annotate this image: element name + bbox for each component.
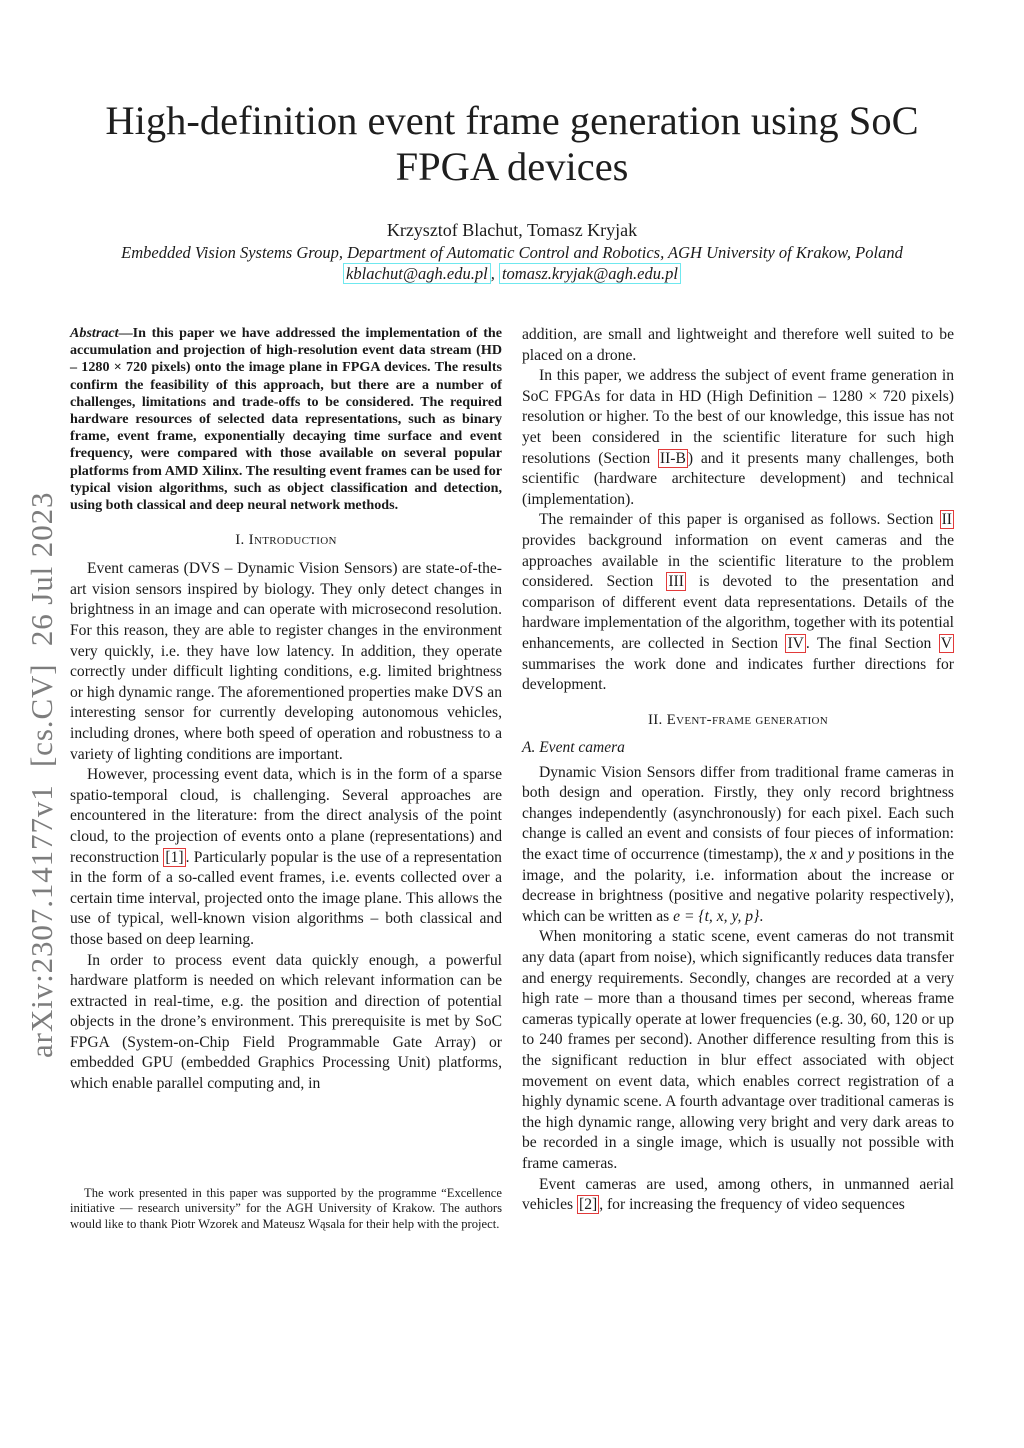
intro-p2-text-b: . Particularly popular is the use of a representation in the form of a so-called event frames, i.e. events collected over a certain time interval, projected onto the image plane. This allows the use of typical, well-known vision algorithms – both classical and those based on deep learning.: [70, 848, 502, 948]
section-link-III[interactable]: III: [668, 573, 684, 591]
intro-p4-text-a: In this paper, we address the subject of event frame generation in SoC FPGAs for data in HD (High Definition – 1280 × 720 pixels) resolution or higher. To the best of our knowledge, this issue has not yet been considered in the scientific literature for such high resolutions (Section: [522, 367, 954, 467]
subsection-a-heading: A. Event camera: [522, 738, 625, 756]
section-1-title: Introduction: [248, 532, 337, 549]
email-separator: ,: [490, 264, 499, 283]
intro-paragraph-1: Event cameras (DVS – Dynamic Vision Sensors) are state-of-the-art vision sensors inspired by biology. They only detect changes in brightness in an image and can operate with microsecond resolution. For this reason, they are able to register changes in the environment very quickly, i.e. they have low latency. In addition, they operate correctly under difficult lighting conditions, e.g. limited brightness or high dynamic range. The aforementioned properties make DVS an interesting sensor for currently developing autonomous vehicles, including drones, where both speed of operation and robustness to a variety of lighting conditions are important.: [70, 560, 502, 763]
ec-p3-text-b: , for increasing the frequency of video sequences: [599, 1196, 905, 1214]
ec-p1-text-b: and: [816, 846, 848, 864]
section-1-heading: [70, 532, 502, 549]
math-x: x: [809, 846, 817, 864]
ec-p1-text-c: positions in the image, and the polarity, i.e. information about the increase or decrease in brightness (positive and negative polarity respectively), which can be written as: [522, 846, 954, 925]
authors: Krzysztof Blachut, Tomasz Kryjak: [386, 220, 638, 240]
section-link-II[interactable]: II: [941, 511, 952, 529]
affiliation-block: [60, 242, 964, 284]
section-link-IV[interactable]: IV: [787, 634, 804, 652]
intro-p5-text-b: provides background information on event cameras and the approaches available in the scientific literature to the problem considered. Section: [522, 531, 954, 591]
title-line-2: FPGA devices: [395, 144, 629, 189]
email-link-2[interactable]: tomasz.kryjak@agh.edu.pl: [499, 263, 681, 284]
intro-paragraph-5: [522, 510, 954, 695]
intro-paragraph-3-continued: addition, are small and lightweight and therefore well suited to be placed on a drone.: [522, 326, 954, 364]
abstract: [70, 325, 502, 514]
section-1-number: I.: [235, 532, 249, 549]
intro-p2-text-a: However, processing event data, which is in the form of a sparse spatio-temporal cloud, is challenging. Several approaches are encountered in the literature: from the direct analysis of the point cloud, to the projection of events onto a plane (representations) and reconstruction: [70, 766, 502, 866]
citation-link-1[interactable]: [1]: [165, 848, 184, 866]
ec-p1-text-a: Dynamic Vision Sensors differ from traditional frame cameras in both design and operation. Firstly, they only record brightness changes independently (asynchronously) for each pixel. Each such change is called an event and consists of four pieces of information: the exact time of occurrence (timestamp), the: [522, 763, 954, 864]
affiliation: Embedded Vision Systems Group, Department of Automatic Control and Robotics, AGH University of Krakow, Poland: [121, 243, 903, 262]
section-2-heading: [522, 712, 954, 729]
ec-p3-text-a: Event cameras are used, among others, in unmanned aerial vehicles: [522, 1175, 954, 1214]
intro-paragraph-3: In order to process event data quickly enough, a powerful hardware platform is needed on which relevant information can be extracted in real-time, e.g. the position and direction of potential objects in the drone’s environment. This prerequisite is met by SoC FPGA (System-on-Chip Field Programmable Gate Array) or embedded GPU (embedded Graphics Processing Unit) platforms, which enable parallel computing and, in: [70, 951, 502, 1093]
math-event-equation: e = {t, x, y, p}: [673, 907, 760, 925]
ec-p1-text-d: .: [759, 907, 764, 925]
section-link-V[interactable]: V: [940, 634, 952, 652]
intro-p5-text-a: The remainder of this paper is organised as follows. Section: [539, 511, 940, 529]
title-line-1: High-definition event frame generation using SoC: [105, 98, 919, 143]
intro-p5-text-c: is devoted to the presentation and comparison of different event data representations. Details of the hardware implementation of the algorithm, together with its potential enhancements, are collected in Section: [522, 573, 955, 652]
emails: [60, 263, 964, 284]
event-camera-paragraph-2: When monitoring a static scene, event cameras do not transmit any data (apart from noise), which significantly reduces data transfer and energy requirements. Secondly, changes are recorded at a very high rate – more than a thousand times per second, whereas frame cameras typically operate at lower frequencies (e.g. 30, 60, 120 or up to 240 frames per second). Another difference resulting from this is the significant reduction in blur effect associated with object movement on event data, which enables correct registration of a highly dynamic scene. A fourth advantage over traditional cameras is the high dynamic range, allowing very bright and very dark areas to be recorded in a single image, which is usually not possible with frame cameras.: [522, 928, 954, 1172]
intro-paragraph-2: [70, 765, 502, 950]
left-column: [70, 325, 502, 1095]
arxiv-id-text: arXiv:2307.14177v1 [cs.CV] 26 Jul 2023: [24, 491, 59, 1058]
intro-p5-text-d: . The final Section: [805, 634, 939, 652]
footnote-text: The work presented in this paper was supported by the programme “Excellence initiative — research university” for the AGH University of Krakow. The authors would like to thank Piotr Wzorek and Mateusz Wąsala for their help with the project.: [70, 1186, 502, 1231]
footnote: [70, 1186, 502, 1232]
math-y: y: [847, 846, 855, 864]
abstract-label: Abstract: [70, 325, 119, 341]
intro-paragraph-4: [522, 366, 954, 510]
paper-title: [60, 98, 964, 190]
intro-p5-text-e: summarises the work done and indicates further directions for development.: [522, 655, 954, 694]
abstract-text: —In this paper we have addressed the implementation of the accumulation and projection of high-resolution event data stream (HD – 1280 × 720 pixels) onto the image plane in FPGA devices. The results confirm the feasibility of this approach, but there are a number of challenges, limitations and trade-offs to be considered. The required hardware resources of selected data representations, such as binary frame, event frame, exponentially decaying time surface and event frequency, were compared with those available on several popular platforms from AMD Xilinx. The resulting event frames can be used for typical vision algorithms, such as object classification and detection, using both classical and deep neural network methods.: [70, 325, 502, 514]
arxiv-identifier: [24, 492, 60, 1058]
intro-p4-text-b: ) and it presents many challenges, both scientific (hardware architecture development) and technical (implementation).: [522, 449, 954, 508]
section-link-II-B[interactable]: II-B: [659, 449, 686, 467]
event-camera-paragraph-1: [522, 763, 954, 928]
citation-link-2[interactable]: [2]: [579, 1196, 598, 1214]
email-link-1[interactable]: kblachut@agh.edu.pl: [343, 263, 491, 284]
section-2-number: II.: [647, 711, 667, 728]
section-2-title: Event-frame generation: [666, 711, 829, 728]
event-camera-paragraph-3: [522, 1175, 954, 1216]
right-column: [522, 325, 954, 1216]
